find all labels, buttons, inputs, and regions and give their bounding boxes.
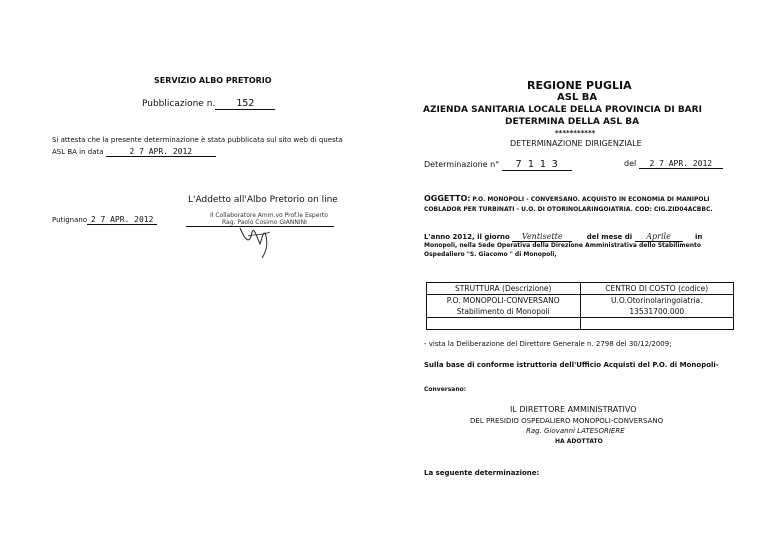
anno-line1: [424, 232, 702, 242]
cost-center-table: [426, 282, 734, 330]
oggetto-line1: [424, 194, 710, 203]
attestation-line2: [52, 147, 216, 157]
base-line1: Sulla base di conforme istruttoria dell'Ufficio Acquisti del P.O. di Monopoli-: [424, 361, 719, 369]
place-row: [52, 215, 157, 225]
service-title: SERVIZIO ALBO PRETORIO: [154, 76, 272, 85]
table-row-empty: [427, 318, 734, 330]
publication-row: [142, 98, 275, 110]
vista-line: - vista la Deliberazione del Direttore Generale n. 2798 del 30/12/2009;: [424, 340, 672, 348]
azienda-title: AZIENDA SANITARIA LOCALE DELLA PROVINCIA DI BARI: [423, 105, 702, 115]
oggetto-label: OGGETTO:: [424, 194, 471, 203]
table-header-row: [427, 283, 734, 295]
attestation-prefix: ASL BA in data: [52, 148, 104, 156]
det-dirigenziale: DETERMINAZIONE DIRIGENZIALE: [510, 139, 642, 148]
base-line2: Conversano:: [424, 386, 467, 393]
table-cell-structure-1: P.O. MONOPOLI-CONVERSANO: [427, 295, 581, 307]
mese-label: del mese di: [586, 233, 633, 241]
det-date-label: del: [624, 159, 637, 168]
det-date: 2 7 APR. 2012: [639, 159, 723, 169]
oggetto-line2: COBLADOR PER TURBINATI - U.O. DI OTORINOLARINGOIATRIA. COD: CIG.ZID04ACBBC.: [424, 206, 713, 213]
determina-title: DETERMINA DELLA ASL BA: [505, 117, 640, 127]
det-number-row: [424, 159, 572, 171]
table-cell-structure-2: Stabilimento di Monopoli: [427, 306, 581, 318]
table-cell-cost-2: 13531700.000: [580, 306, 734, 318]
oggetto-text1: P.O. MONOPOLI - CONVERSANO. ACQUISTO IN ECONOMIA DI MANIPOLI: [472, 196, 710, 203]
table-row: [427, 306, 734, 318]
place-label: Putignano: [52, 216, 88, 224]
seguente-determinazione: La seguente determinazione:: [424, 469, 540, 477]
det-number: 7 1 1 3: [502, 159, 572, 171]
signature-scribble: [236, 222, 276, 260]
det-date-row: [624, 159, 723, 169]
asl-title: ASL BA: [557, 92, 598, 103]
region-title: REGIONE PUGLIA: [527, 79, 632, 92]
table-row: [427, 295, 734, 307]
anno-mese: Aprile: [635, 232, 683, 242]
director-presidio: DEL PRESIDIO OSPEDALIERO MONOPOLI-CONVERSANO: [470, 417, 664, 425]
publication-number: 152: [215, 98, 275, 110]
in-label: in: [694, 233, 703, 241]
table-header-cost-center: CENTRO DI COSTO (codice): [580, 283, 734, 295]
det-number-label: Determinazione n°: [424, 160, 500, 169]
stamp-line2: Rag. Paolo Cosimo GIANNINI: [222, 219, 307, 226]
ha-adottato: HA ADOTTATO: [555, 438, 603, 445]
stars-separator: ***********: [555, 129, 596, 137]
addetto-title: L'Addetto all'Albo Pretorio on line: [188, 195, 338, 205]
stamp-line1: Il Collaboratore Amm.vo Prof.le Esperto: [210, 212, 328, 219]
anno-prefix: L'anno 2012, il giorno: [424, 233, 510, 241]
attestation-date: 2 7 APR. 2012: [106, 147, 216, 157]
table-cell-cost-1: U.O.Otorinolaringoiatria.: [580, 295, 734, 307]
table-header-structure: STRUTTURA (Descrizione): [427, 283, 581, 295]
attestation-line1: Si attesta che la presente determinazione è stata pubblicata sul sito web di questa: [52, 136, 343, 144]
anno-giorno: Ventisette: [512, 232, 572, 242]
publication-label: Pubblicazione n.: [142, 99, 216, 109]
director-title: IL DIRETTORE AMMINISTRATIVO: [510, 405, 637, 414]
place-date: 2 7 APR. 2012: [87, 215, 157, 225]
anno-line3: Ospedaliero "S. Giacomo " di Monopoli,: [424, 251, 557, 258]
anno-line2: Monopoli, nella Sede Operativa della Direzione Amministrativa dello Stabilimento: [424, 242, 701, 249]
director-name: Rag. Giovanni LATESORIERE: [526, 427, 625, 435]
